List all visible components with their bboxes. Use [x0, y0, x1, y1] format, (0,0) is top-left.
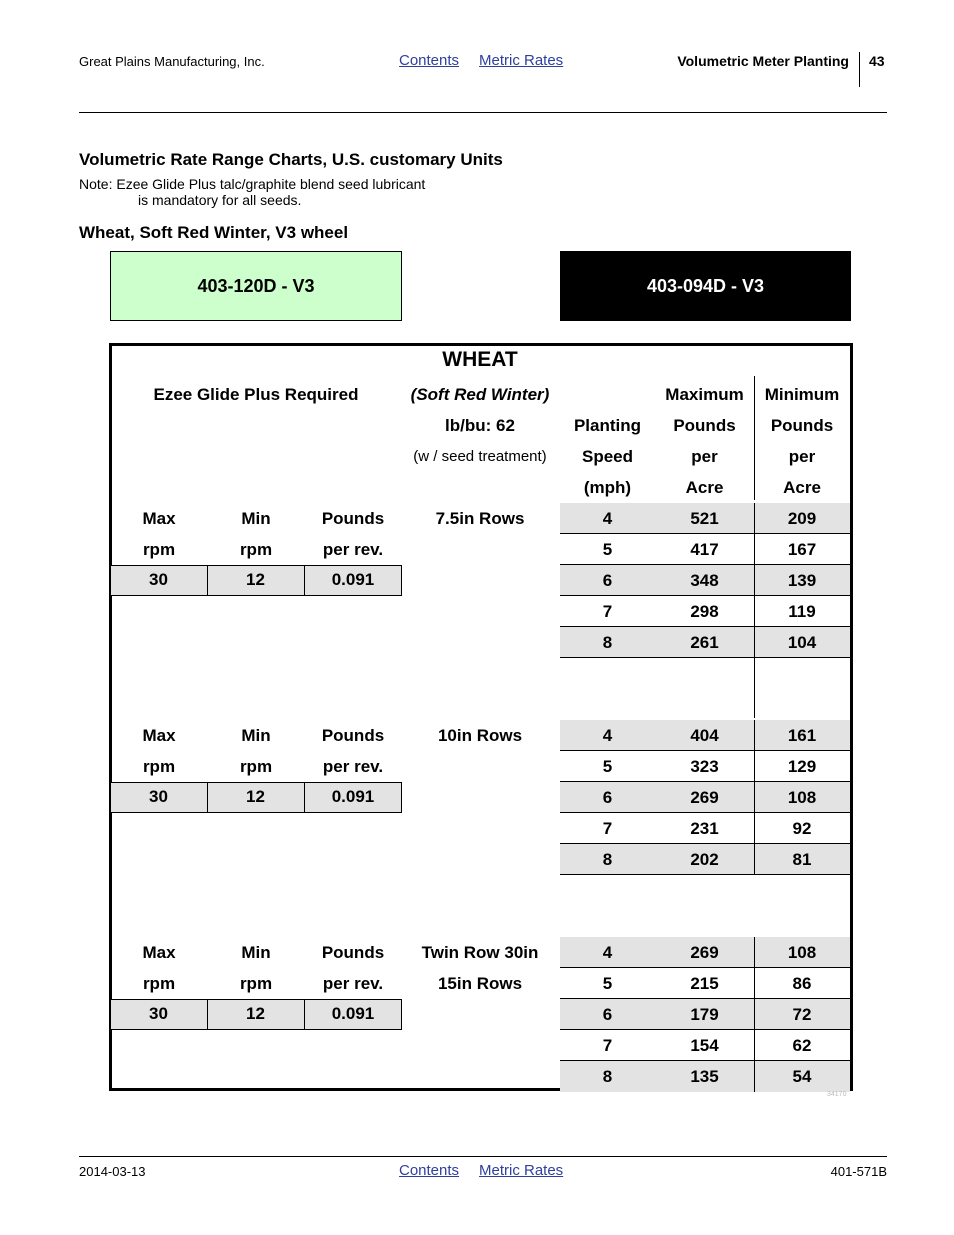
row-spacing-label: Twin Row 30in: [421, 943, 539, 962]
max-header-2: Pounds: [673, 416, 736, 435]
min-pounds-value: 86: [792, 974, 812, 993]
bushel-weight: lb/bu: 62: [445, 416, 515, 435]
note-line-1: Note: Ezee Glide Plus talc/graphite blend seed lubricant: [79, 176, 426, 192]
min-header-2: Pounds: [770, 416, 834, 435]
row-spacing-label: 10in Rows: [437, 726, 523, 745]
lb-header-line-1: Pounds: [321, 943, 385, 962]
speed-value: 4: [602, 726, 613, 745]
row-spacing-label-2: 15in Rows: [437, 974, 523, 993]
metric-rates-link[interactable]: Metric Rates: [479, 52, 564, 69]
footer-date: 2014-03-13: [79, 1164, 146, 1179]
max-header-4: Acre: [685, 478, 724, 497]
max-pounds-value: 154: [690, 1036, 719, 1055]
meter-box-black: 403-094D - V3: [560, 251, 851, 321]
note-line-2: is mandatory for all seeds.: [138, 192, 302, 208]
speed-value: 5: [602, 974, 613, 993]
speed-value: 4: [602, 509, 613, 528]
speed-value: 4: [602, 943, 613, 962]
speed-value: 6: [602, 571, 613, 590]
max-pounds-value: 202: [690, 850, 719, 869]
gap-column-divider: [754, 656, 755, 718]
lb-header-line-1: Pounds: [321, 509, 385, 528]
chart-subtitle: Wheat, Soft Red Winter, V3 wheel: [79, 223, 349, 242]
footer-rule: [79, 1156, 887, 1157]
max-pounds-value: 404: [690, 726, 719, 745]
footer-doc-number: 401-571B: [830, 1164, 887, 1179]
min-pounds-value: 92: [792, 819, 812, 838]
speed-value: 7: [602, 819, 613, 838]
meter-box-green: 403-120D - V3: [110, 251, 402, 321]
speed-header-1: [560, 379, 655, 410]
crop-title: WHEAT: [442, 348, 518, 371]
contents-link[interactable]: Contents: [399, 52, 460, 69]
header-rule: [79, 112, 887, 113]
min-header-4: Acre: [783, 478, 821, 497]
min-rpm-value: 12: [246, 787, 265, 806]
max-rpm-value: 30: [149, 1004, 168, 1023]
company-name: Great Plains Manufacturing, Inc.: [79, 54, 265, 69]
min-header-line-2: rpm: [239, 974, 273, 993]
lb-header-line-2: per rev.: [322, 540, 384, 559]
min-pounds-value: 119: [788, 602, 816, 621]
min-rpm-value: 12: [246, 1004, 265, 1023]
min-pounds-value: 167: [787, 540, 817, 559]
max-rpm-value: 30: [149, 570, 168, 589]
max-rpm-value: 30: [149, 787, 168, 806]
max-pounds-value: 269: [690, 788, 719, 807]
speed-value: 7: [602, 1036, 613, 1055]
min-pounds-value: 108: [787, 943, 817, 962]
max-pounds-value: 323: [690, 757, 719, 776]
min-header-line-1: Min: [241, 726, 271, 745]
min-header-line-1: Min: [241, 509, 271, 528]
footer-metric-rates-link[interactable]: Metric Rates: [479, 1162, 564, 1179]
row-spacing-label-2: [400, 751, 560, 782]
max-header-line-2: rpm: [142, 974, 176, 993]
max-pounds-value: 269: [690, 943, 719, 962]
min-pounds-value: 62: [792, 1036, 812, 1055]
max-pounds-value: 135: [690, 1067, 719, 1086]
max-header-line-2: rpm: [142, 540, 176, 559]
min-pounds-value: 81: [792, 850, 812, 869]
figure-id: 34170: [827, 1091, 847, 1098]
max-pounds-value: 179: [690, 1005, 719, 1024]
speed-value: 6: [602, 1005, 613, 1024]
max-header-3: per: [691, 447, 718, 466]
speed-value: 7: [602, 602, 613, 621]
max-pounds-value: 215: [690, 974, 719, 993]
max-header-line-1: Max: [142, 509, 176, 528]
min-pounds-value: 161: [787, 726, 817, 745]
page-number: 43: [869, 53, 885, 69]
speed-header-3: Speed: [581, 447, 634, 466]
header-divider: [859, 52, 860, 87]
page-title: Volumetric Rate Range Charts, U.S. customary Units: [79, 150, 503, 169]
max-header-line-1: Max: [142, 726, 176, 745]
min-pounds-value: 209: [787, 509, 817, 528]
min-pounds-value: 139: [787, 571, 817, 590]
min-pounds-value: 72: [792, 1005, 812, 1024]
max-pounds-value: 261: [690, 633, 719, 652]
max-pounds-value: 521: [690, 509, 719, 528]
speed-value: 8: [602, 850, 613, 869]
speed-header-2: Planting: [573, 416, 642, 435]
seed-treatment-label: (w / seed treatment): [413, 448, 547, 465]
speed-header-4: (mph): [583, 478, 632, 497]
row-spacing-label: 7.5in Rows: [435, 509, 525, 528]
max-pounds-value: 417: [690, 540, 719, 559]
speed-value: 5: [602, 540, 613, 559]
lb-header-line-2: per rev.: [322, 757, 384, 776]
row-spacing-label-2: [400, 534, 560, 565]
max-pounds-value: 348: [690, 571, 719, 590]
lb-header-line-2: per rev.: [322, 974, 384, 993]
pounds-per-rev-value: 0.091: [331, 1004, 375, 1023]
speed-value: 8: [602, 1067, 613, 1086]
max-header-line-1: Max: [142, 943, 176, 962]
min-header-line-1: Min: [241, 943, 271, 962]
min-rpm-value: 12: [246, 570, 265, 589]
min-header-1: Minimum: [764, 385, 840, 404]
min-pounds-value: 54: [792, 1067, 812, 1086]
speed-value: 8: [602, 633, 613, 652]
pounds-per-rev-value: 0.091: [331, 787, 375, 806]
min-header-3: per: [788, 447, 816, 466]
variety-label: (Soft Red Winter): [410, 385, 550, 404]
max-pounds-value: 231: [690, 819, 719, 838]
min-pounds-value: 129: [787, 757, 817, 776]
footer-contents-link[interactable]: Contents: [399, 1162, 460, 1179]
min-header-line-2: rpm: [239, 540, 273, 559]
lubricant-note: Ezee Glide Plus Required: [153, 385, 359, 404]
max-header-1: Maximum: [665, 385, 744, 404]
section-title: Volumetric Meter Planting: [677, 53, 849, 69]
min-pounds-value: 108: [787, 788, 817, 807]
max-pounds-value: 298: [690, 602, 719, 621]
min-header-line-2: rpm: [239, 757, 273, 776]
lb-header-line-1: Pounds: [321, 726, 385, 745]
pounds-per-rev-value: 0.091: [331, 570, 375, 589]
min-pounds-value: 104: [787, 633, 817, 652]
max-header-line-2: rpm: [142, 757, 176, 776]
speed-value: 5: [602, 757, 613, 776]
speed-value: 6: [602, 788, 613, 807]
